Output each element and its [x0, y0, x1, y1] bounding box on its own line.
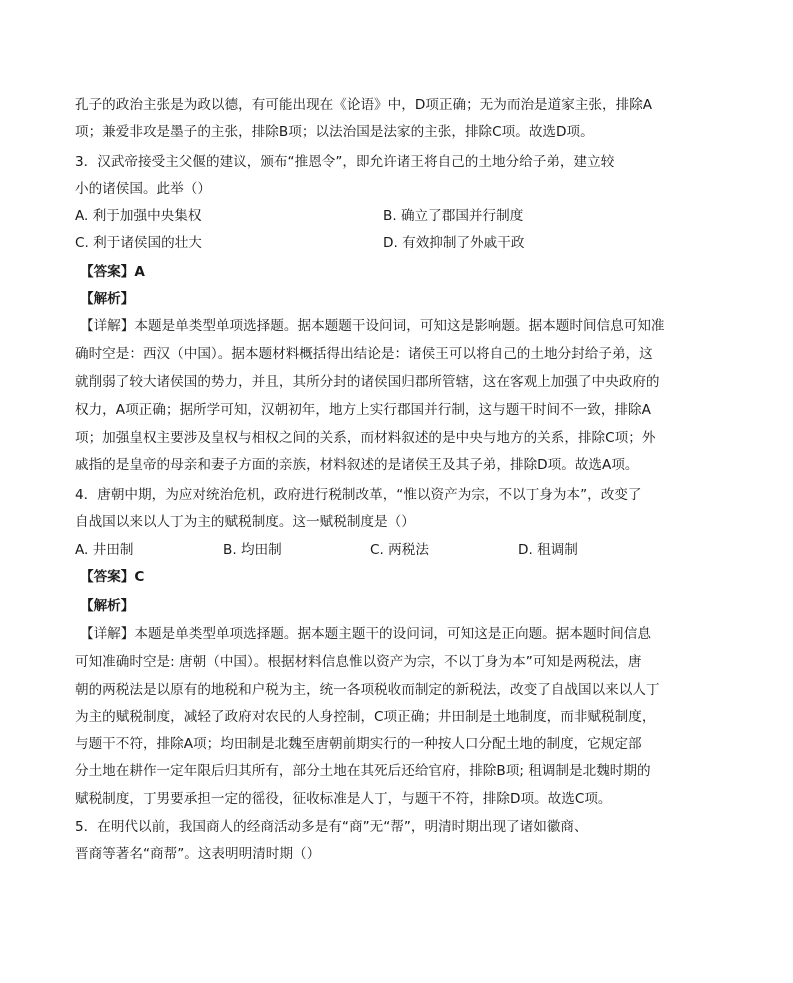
- question-4-analysis-line: 分土地在耕作一定年限后归其所有，部分土地在其死后还给官府，排除B项; 租调制是北魏时期的: [75, 763, 651, 779]
- question-3-option-d: D. 有效抑制了外戚干政: [383, 235, 525, 251]
- question-4-option-c: C. 两税法: [370, 542, 429, 558]
- question-4-stem: 4．唐朝中期，为应对统治危机，政府进行税制改革，“惟以资产为宗，不以丁身为本”，改变了: [75, 487, 642, 503]
- question-4-analysis-line: 可知准确时空是: 唐朝（中国）。根据材料信息惟以资产为宗，不以丁身为本”可知是两税法，唐: [75, 654, 642, 670]
- question-5-stem: 5．在明代以前，我国商人的经商活动多是有“商”无“帮”，明清时期出现了诸如徽商、: [75, 819, 588, 835]
- question-3-analysis-line: 权力，A项正确；据所学可知，汉朝初年，地方上实行郡国并行制，这与题干时间不一致，排除A: [75, 402, 651, 418]
- question-4-option-b: B. 均田制: [223, 542, 282, 558]
- question-4-stem: 自战国以来以人丁为主的赋税制度。这一赋税制度是（）: [75, 514, 415, 530]
- question-3-stem: 3．汉武帝接受主父偃的建议，颁布“推恩令”，即允许诸王将自己的土地分给子弟，建立较: [75, 154, 615, 170]
- question-5-stem: 晋商等著名“商帮”。这表明明清时期（）: [75, 846, 321, 862]
- question-3-analysis-label: 【解析】: [80, 291, 135, 307]
- question-4-option-a: A. 井田制: [75, 542, 134, 558]
- question-4-option-d: D. 租调制: [518, 542, 578, 558]
- question-4-analysis-line: 赋税制度，丁男要承担一定的徭役，征收标准是人丁，与题干不符，排除D项。故选C项。: [75, 791, 612, 807]
- question-4-analysis-line: 朝的两税法是以原有的地税和户税为主，统一各项税收而制定的新税法，改变了自战国以来以人丁: [75, 682, 660, 698]
- question-4-analysis-label: 【解析】: [80, 598, 135, 614]
- question-3-answer: 【答案】A: [80, 264, 145, 280]
- question-3-analysis-line: 就削弱了较大诸侯国的势力，并且，其所分封的诸侯国归郡所管辖，这在客观上加强了中央政府的: [75, 374, 660, 390]
- question-3-option-b: B. 确立了郡国并行制度: [383, 208, 524, 224]
- question-3-option-a: A. 利于加强中央集权: [75, 208, 202, 224]
- question-4-analysis-line: 与题干不符，排除A项；均田制是北魏至唐朝前期实行的一种按人口分配土地的制度，它规定部: [75, 736, 642, 752]
- question-3-analysis-line: 确时空是：西汉（中国）。据本题材料概括得出结论是：诸侯王可以将自己的土地分封给子弟，这: [75, 346, 653, 362]
- paragraph-line: 项；兼爱非攻是墨子的主张，排除B项；以法治国是法家的主张，排除C项。故选D项。: [75, 124, 594, 140]
- question-4-analysis-line: 为主的赋税制度，减轻了政府对农民的人身控制，C项正确；井田制是土地制度，而非赋税制度，: [75, 709, 656, 725]
- question-3-analysis-line: 戚指的是皇帝的母亲和妻子方面的亲族，材料叙述的是诸侯王及其子弟，排除D项。故选A项。: [75, 457, 639, 473]
- question-4-answer: 【答案】C: [80, 569, 145, 585]
- question-3-analysis-line: 项；加强皇权主要涉及皇权与相权之间的关系，而材料叙述的是中央与地方的关系，排除C项；外: [75, 430, 656, 446]
- question-4-analysis-line: 【详解】本题是单类型单项选择题。据本题主题干的设问词，可知这是正向题。据本题时间信息: [80, 626, 651, 642]
- question-3-stem: 小的诸侯国。此举（）: [75, 181, 211, 197]
- paragraph-line: 孔子的政治主张是为政以德，有可能出现在《论语》中，D项正确；无为而治是道家主张，排除A: [75, 97, 653, 113]
- question-3-analysis-line: 【详解】本题是单类型单项选择题。据本题题干设问词，可知这是影响题。据本题时间信息可知准: [80, 318, 665, 334]
- question-3-option-c: C. 利于诸侯国的壮大: [75, 235, 202, 251]
